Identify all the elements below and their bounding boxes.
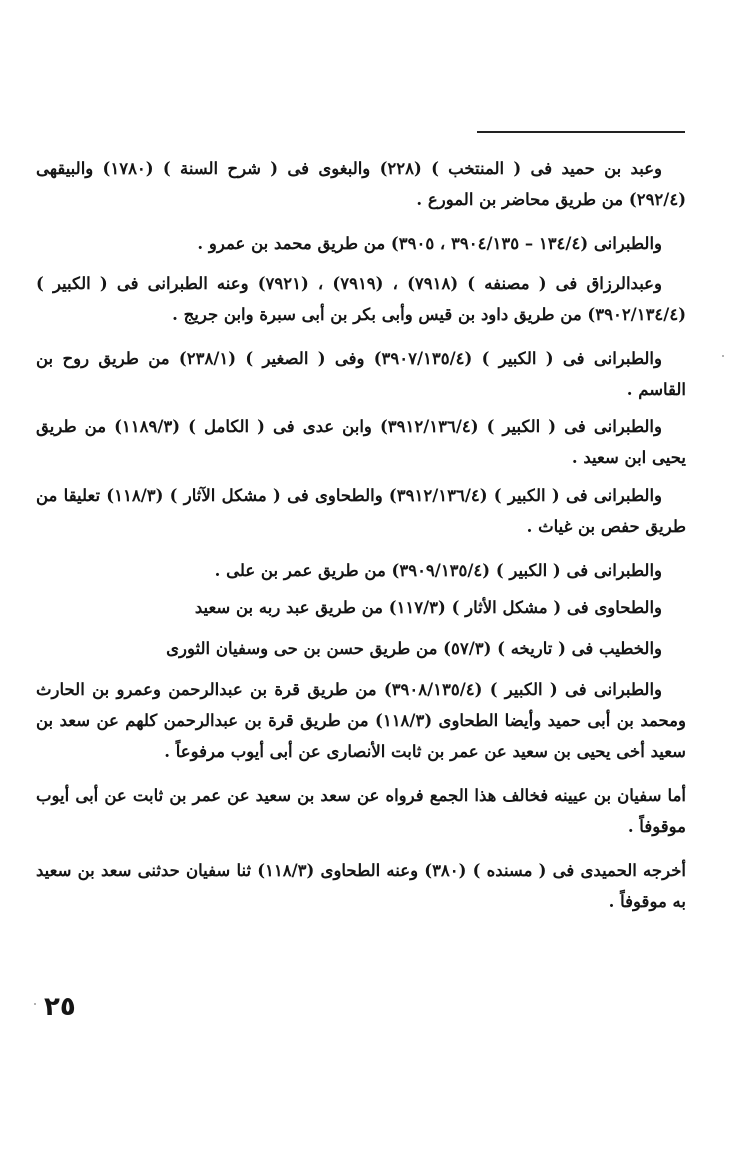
footnote-paragraph-11: أما سفيان بن عيينه فخالف هذا الجمع فرواه عن سعد بن سعيد عن عمر بن ثابت عن أبى أيوب موقوفاً . [36,786,686,836]
footnote-paragraph-2: والطبرانى (١٣٤/٤ – ٣٩٠٤/١٣٥ ، ٣٩٠٥) من طريق محمد بن عمرو . [197,234,662,253]
footnote-paragraph-5: والطبرانى فى ( الكبير ) (٣٩١٢/١٣٦/٤) وابن عدى فى ( الكامل ) (١١٨٩/٣) من طريق يحيى ابن سعيد . [36,417,686,467]
footnote-paragraph-1: وعبد بن حميد فى ( المنتخب ) (٢٢٨) والبغوى فى ( شرح السنة ) (١٧٨٠) والبيقهى (٢٩٢/٤) من طريق محاضر بن المورع . [36,159,686,209]
footnote-paragraph-9: والخطيب فى ( تاريخه ) (٥٧/٣) من طريق حسن بن حى وسفيان الثورى [166,639,662,658]
footnote-paragraph-10: والطبرانى فى ( الكبير ) (٣٩٠٨/١٣٥/٤) من طريق قرة بن عبدالرحمن وعمرو بن الحارث ومحمد بن أبى حميد وأيضا الطحاوى (١١٨/٣) من طريق قرة بن عبدالرحمن كلهم عن سعد بن سعيد أخى يحيى بن سعيد عن عمر بن ثابت الأنصارى عن أبى أيوب مرفوعاً . [36,680,686,761]
footnote-paragraph-4: والطبرانى فى ( الكبير ) (٣٩٠٧/١٣٥/٤) وفى ( الصغير ) (٢٣٨/١) من طريق روح بن القاسم . [36,349,686,399]
page-number: ٢٥ [44,992,76,1022]
footnote-paragraph-3: وعبدالرزاق فى ( مصنفه ) (٧٩١٨) ، (٧٩١٩) ، (٧٩٢١) وعنه الطبرانى فى ( الكبير ) (٣٩٠٢/١٣٤/٤) من طريق داود بن قيس وأبى بكر بن أبى سبرة وابن جريج . [36,274,686,324]
footnote-paragraph-6: والطبرانى فى ( الكبير ) (٣٩١٢/١٣٦/٤) والطحاوى فى ( مشكل الآثار ) (١١٨/٣) تعليقا من طريق حفص بن غياث . [36,486,686,536]
footnote-paragraph-7: والطبرانى فى ( الكبير ) (٣٩٠٩/١٣٥/٤) من طريق عمر بن على . [214,561,662,580]
footnote-separator-rule [477,131,685,133]
footnote-paragraph-12: أخرجه الحميدى فى ( مسنده ) (٣٨٠) وعنه الطحاوى (١١٨/٣) ثنا سفيان حدثنى سعد بن سعيد به موقوفاً . [36,861,686,911]
scan-speck [34,1003,36,1005]
scan-speck [722,355,724,357]
footnote-paragraph-8: والطحاوى فى ( مشكل الأثار ) (١١٧/٣) من طريق عبد ربه بن سعيد [194,598,662,617]
